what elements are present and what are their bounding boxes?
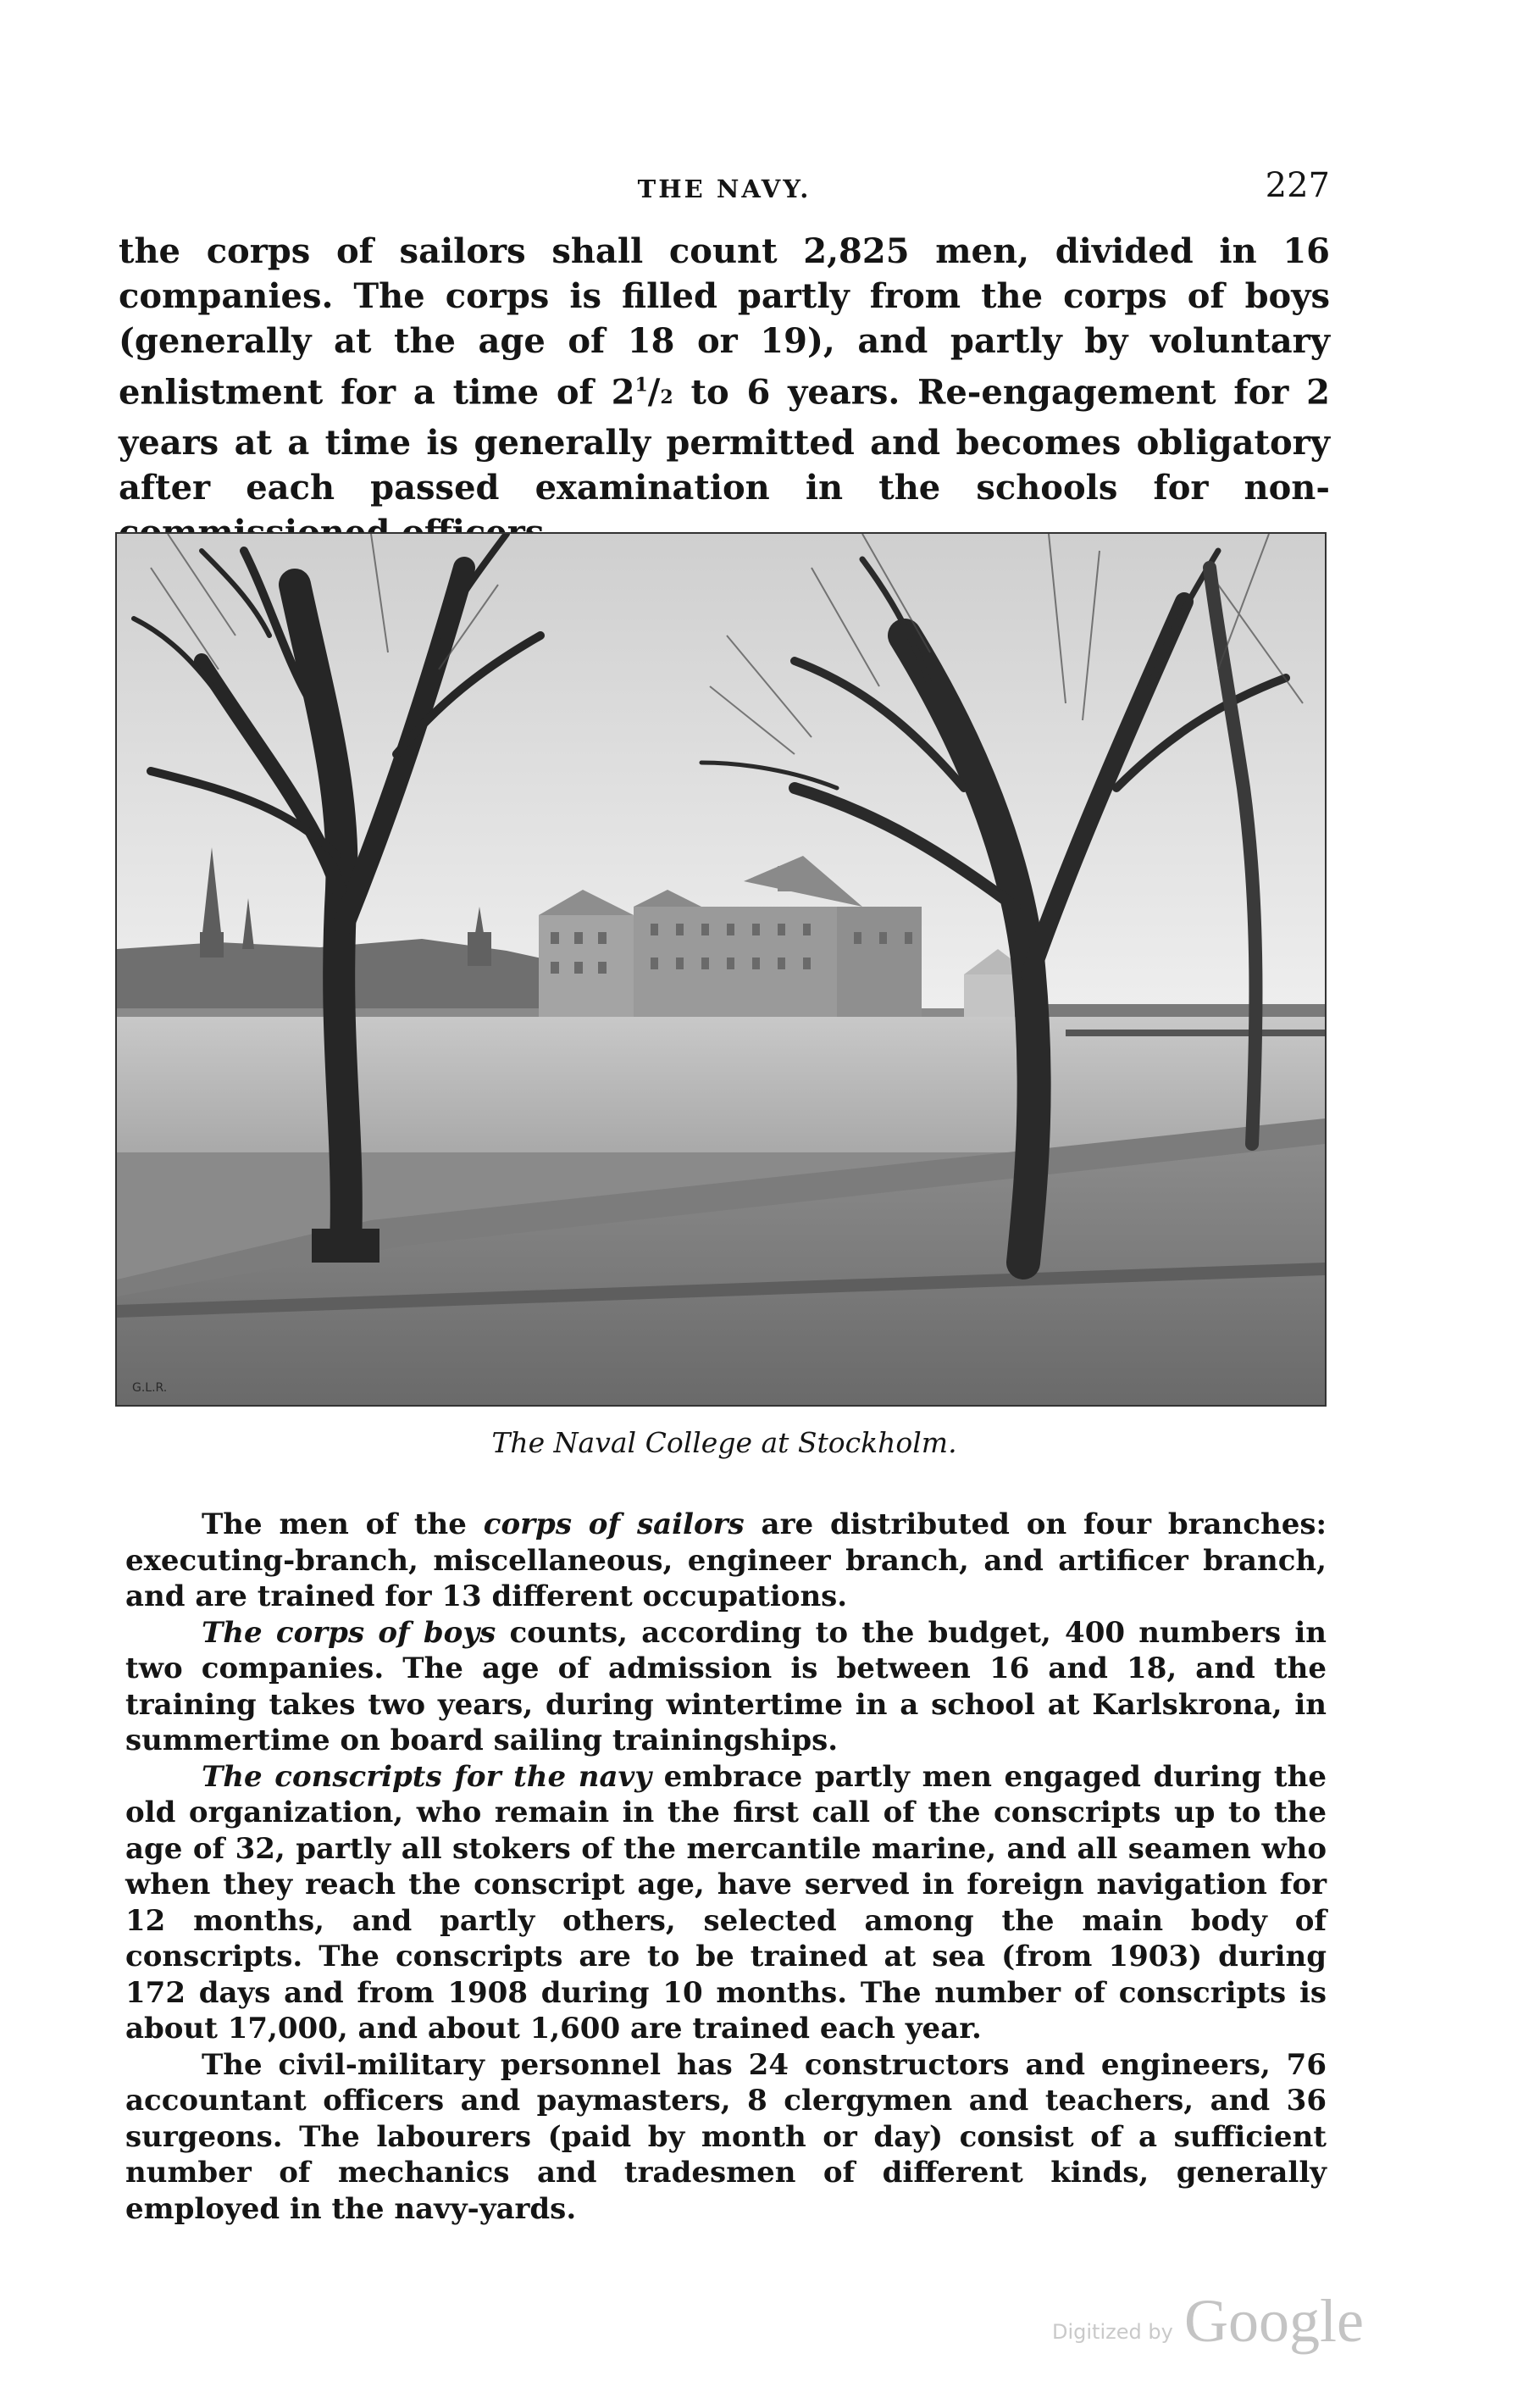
paragraph-corps-of-boys [125, 1615, 1327, 1759]
digitized-by-label: Digitized by [1052, 2320, 1173, 2344]
fraction-numerator: 1 [634, 375, 648, 397]
digitized-watermark [1033, 2286, 1389, 2362]
figure-caption: The Naval College at Stockholm. [491, 1426, 957, 1459]
intro-text-start: the corps of sailors shall count 2,825 men, divided in 16 companies. The corps is filled partly from the corps of boys (generally at the age of 18 or 19), and partly by voluntary enlistment for a time of 2 [119, 231, 1330, 413]
term-corps-of-boys: The corps of boys [202, 1615, 496, 1650]
term-civil-military: The civil-military [202, 2047, 485, 2082]
water [117, 1017, 1325, 1152]
paragraph-conscripts [125, 1759, 1327, 2047]
photographer-initials: G.L.R. [132, 1381, 168, 1395]
running-header [119, 166, 1330, 210]
intro-text-end: to 6 years. Re-engagement for 2 years at a time is generally permitted and becomes obligatory after each passed examination in the schools for non- [119, 372, 1331, 508]
p4-body: personnel has 24 constructors and engineers, 76 accountant officers and paymasters, 8 clergymen and teachers, and 36 surgeons. The labourers (paid by month or day) consist of a sufficient number of mechanics and tradesmen of different kinds, generally employed in the navy-yards. [125, 2047, 1327, 2226]
fraction-denominator: 2 [660, 386, 673, 409]
naval-college-photograph [115, 532, 1327, 1407]
google-logo: Google [1184, 2287, 1364, 2355]
p1-lead: The men of the [202, 1507, 484, 1541]
fraction-two-and-a-half: $^1$/2 [634, 372, 673, 413]
paragraph-corps-of-sailors [125, 1507, 1327, 1615]
page-number: 227 [1265, 166, 1330, 205]
pier [1066, 1030, 1325, 1036]
running-title: THE NAVY. [637, 175, 812, 203]
p3-body: embrace partly men engaged during the old organization, who remain in the first call of the conscripts up to the age of 32, partly all stokers of the mercantile marine, and all seamen who when they reach the conscript age, have served in foreign navigation for 12 months, and partly others, selected among the main body of conscripts. The conscripts are to be trained at sea (from 1903) during 172 days and from 1908 during 10 months. The number of conscripts is about 17,000, and about 1,600 are trained each year. [125, 1759, 1327, 2046]
p2-body: counts, according to the budget, 400 numbers in two companies. The age of admission is between 16 and 18, and the training takes two years, during wintertime in a school at Karlskrona, in summertime on board sailing trainingships. [125, 1615, 1327, 1757]
intro-paragraph [119, 229, 1330, 555]
term-corps-of-sailors: corps of sailors [483, 1507, 745, 1541]
photo-illustration [117, 534, 1325, 1405]
term-conscripts: The conscripts for the navy [202, 1759, 652, 1794]
paragraph-civil-military [125, 2047, 1327, 2228]
p1-body: are distributed on four branches: executing-branch, miscellaneous, engineer branch, and artificer branch, and are trained for 13 different occupations. [125, 1507, 1327, 1613]
body-text [125, 1507, 1327, 2227]
foreground-ground [117, 1127, 1325, 1405]
